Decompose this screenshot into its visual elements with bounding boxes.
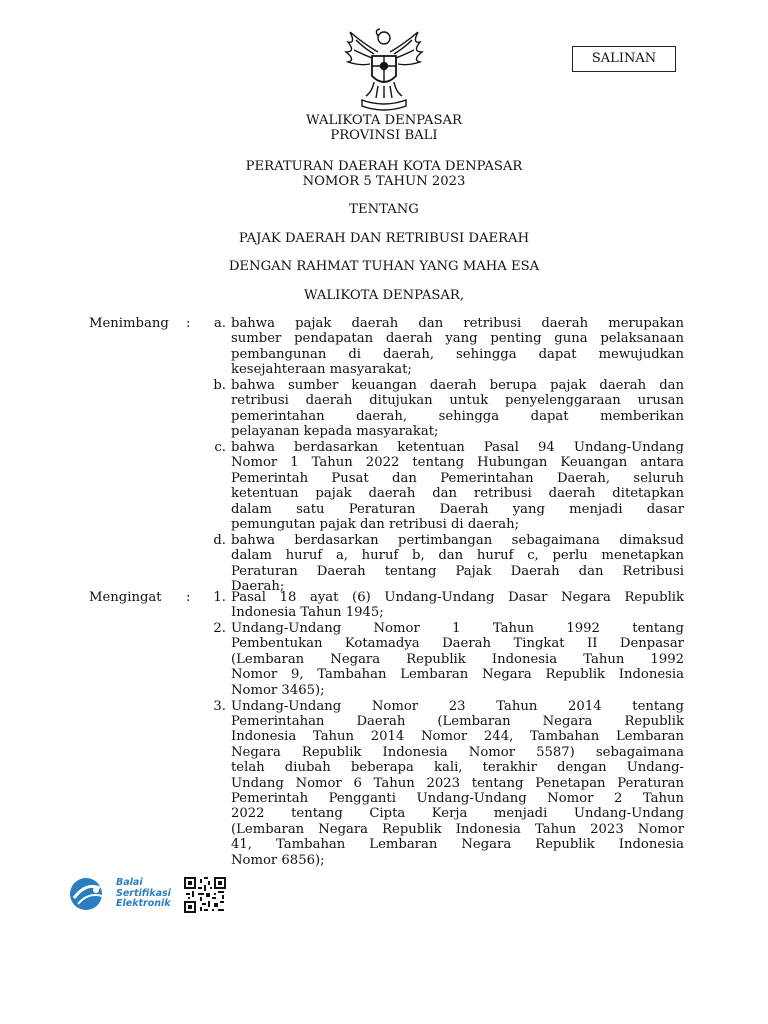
menimbang-item <box>196 316 684 378</box>
qr-code-icon <box>184 877 226 913</box>
mengingat-item-text <box>231 699 684 868</box>
menimbang-item-text <box>231 533 684 595</box>
mengingat-item-label: 3. <box>213 698 226 714</box>
salinan-stamp: SALINAN <box>572 46 676 72</box>
bsre-line-3: Elektronik <box>116 898 171 909</box>
menimbang-item-line: Nomor 1 Tahun 2022 tentang Hubungan Keuangan antara <box>231 455 684 471</box>
mengingat-item-text <box>231 590 684 621</box>
menimbang-item-line: pembangunan di daerah, sehingga dapat mewujudkan <box>231 346 684 362</box>
menimbang-colon: : <box>186 316 191 331</box>
menimbang-item-line: Peraturan Daerah tentang Pajak Daerah dan Retribusi <box>231 563 684 579</box>
menimbang-item-label: b. <box>213 378 226 393</box>
menimbang-item-line: bahwa berdasarkan pertimbangan sebagaimana dimaksud <box>231 533 684 548</box>
mengingat-item <box>196 590 684 621</box>
menimbang-item-text <box>231 378 684 440</box>
menimbang-item-line: bahwa berdasarkan ketentuan Pasal 94 Undang-Undang <box>231 440 684 455</box>
bsre-logo-icon <box>66 876 110 912</box>
garuda-emblem-icon <box>334 26 434 114</box>
mengingat-item-line: Pembentukan Kotamadya Daerah Tingkat II Denpasar <box>231 636 684 652</box>
menimbang-item-line: dalam huruf a, huruf b, dan huruf c, perlu menetapkan <box>231 548 684 564</box>
mengingat-item-line: Pasal 18 ayat (6) Undang-Undang Dasar Negara Republik <box>231 590 684 605</box>
mengingat-item-line: Indonesia Tahun 1945; <box>231 605 384 621</box>
menimbang-item-line: bahwa pajak daerah dan retribusi daerah merupakan <box>231 316 684 331</box>
mengingat-item-line: Negara Republik Indonesia Nomor 5587) sebagaimana <box>231 744 684 760</box>
mengingat-item-text <box>231 621 684 698</box>
menimbang-item-label: c. <box>214 440 226 455</box>
menimbang-item-line: dalam satu Peraturan Daerah yang menjadi dasar <box>231 501 684 517</box>
menimbang-item-line: kesejahteraan masyarakat; <box>231 362 412 378</box>
mengingat-item-line: Pemerintahan Daerah (Lembaran Negara Republik <box>231 713 684 729</box>
mengingat-item-line: Indonesia Tahun 2014 Nomor 244, Tambahan Lembaran <box>231 729 684 745</box>
mengingat-item-label: 2. <box>213 621 226 636</box>
mengingat-item-line: Nomor 9, Tambahan Lembaran Negara Republik Indonesia <box>231 667 684 683</box>
heading-rahmat: DENGAN RAHMAT TUHAN YANG MAHA ESA <box>228 259 540 274</box>
heading-nomor: NOMOR 5 TAHUN 2023 <box>302 174 466 189</box>
mengingat-label: Mengingat <box>89 590 162 605</box>
menimbang-item-label: a. <box>213 316 226 331</box>
mengingat-item <box>196 621 684 699</box>
mengingat-item-line: Nomor 6856); <box>231 852 325 868</box>
menimbang-item-line: pelayanan kepada masyarakat; <box>231 424 439 440</box>
mengingat-item-line: Undang Nomor 6 Tahun 2023 tentang Penetapan Peraturan <box>231 775 684 791</box>
mengingat-item-line: 2022 tentang Cipta Kerja menjadi Undang-Undang <box>231 806 684 822</box>
menimbang-item <box>196 440 684 533</box>
menimbang-item-line: ketentuan pajak daerah dan retribusi daerah ditetapkan <box>231 486 684 502</box>
menimbang-item-line: sumber pendapatan daerah yang penting guna pelaksanaan <box>231 331 684 347</box>
heading-walikota: WALIKOTA DENPASAR <box>306 113 462 128</box>
menimbang-item-line: Daerah; <box>231 579 285 595</box>
menimbang-item-line: bahwa sumber keuangan daerah berupa pajak daerah dan <box>231 378 684 393</box>
heading-provinsi: PROVINSI BALI <box>330 128 438 143</box>
menimbang-item-line: Pemerintah Pusat dan Pemerintahan Daerah, seluruh <box>231 470 684 486</box>
mengingat-item-line: Undang-Undang Nomor 1 Tahun 1992 tentang <box>231 621 684 636</box>
mengingat-item-line: (Lembaran Negara Republik Indonesia Tahun 1992 <box>231 651 684 667</box>
menimbang-item-line: pemerintahan daerah, sehingga dapat memberikan <box>231 408 684 424</box>
mengingat-item-line: 41, Tambahan Lembaran Negara Republik Indonesia <box>231 837 684 853</box>
menimbang-item <box>196 533 684 595</box>
heading-peraturan: PERATURAN DAERAH KOTA DENPASAR <box>245 159 523 174</box>
mengingat-item-line: (Lembaran Negara Republik Indonesia Tahun 2023 Nomor <box>231 821 684 837</box>
bsre-line-1: Balai <box>116 877 143 888</box>
mengingat-item-line: Nomor 3465); <box>231 682 325 698</box>
heading-subject: PAJAK DAERAH DAN RETRIBUSI DAERAH <box>238 231 530 246</box>
menimbang-item-line: pemungutan pajak dan retribusi di daerah; <box>231 517 520 533</box>
bsre-line-2: Sertifikasi <box>116 887 171 899</box>
menimbang-item-line: retribusi daerah ditujukan untuk penyelenggaraan urusan <box>231 393 684 409</box>
menimbang-item-label: d. <box>213 533 226 548</box>
mengingat-item-label: 1. <box>213 590 226 605</box>
mengingat-item-line: telah diubah beberapa kali, terakhir dengan Undang- <box>231 760 684 776</box>
bsre-label <box>116 878 171 910</box>
mengingat-colon: : <box>186 590 191 605</box>
mengingat-item-line: Pemerintah Pengganti Undang-Undang Nomor 2 Tahun <box>231 790 684 806</box>
menimbang-item <box>196 378 684 440</box>
menimbang-label: Menimbang <box>89 316 169 331</box>
menimbang-item-text <box>231 440 684 532</box>
heading-tentang: TENTANG <box>349 202 419 217</box>
menimbang-item-text <box>231 316 684 378</box>
heading-walikota-sign: WALIKOTA DENPASAR, <box>303 288 465 303</box>
mengingat-item-line: Undang-Undang Nomor 23 Tahun 2014 tentang <box>231 698 684 714</box>
mengingat-item <box>196 699 684 870</box>
